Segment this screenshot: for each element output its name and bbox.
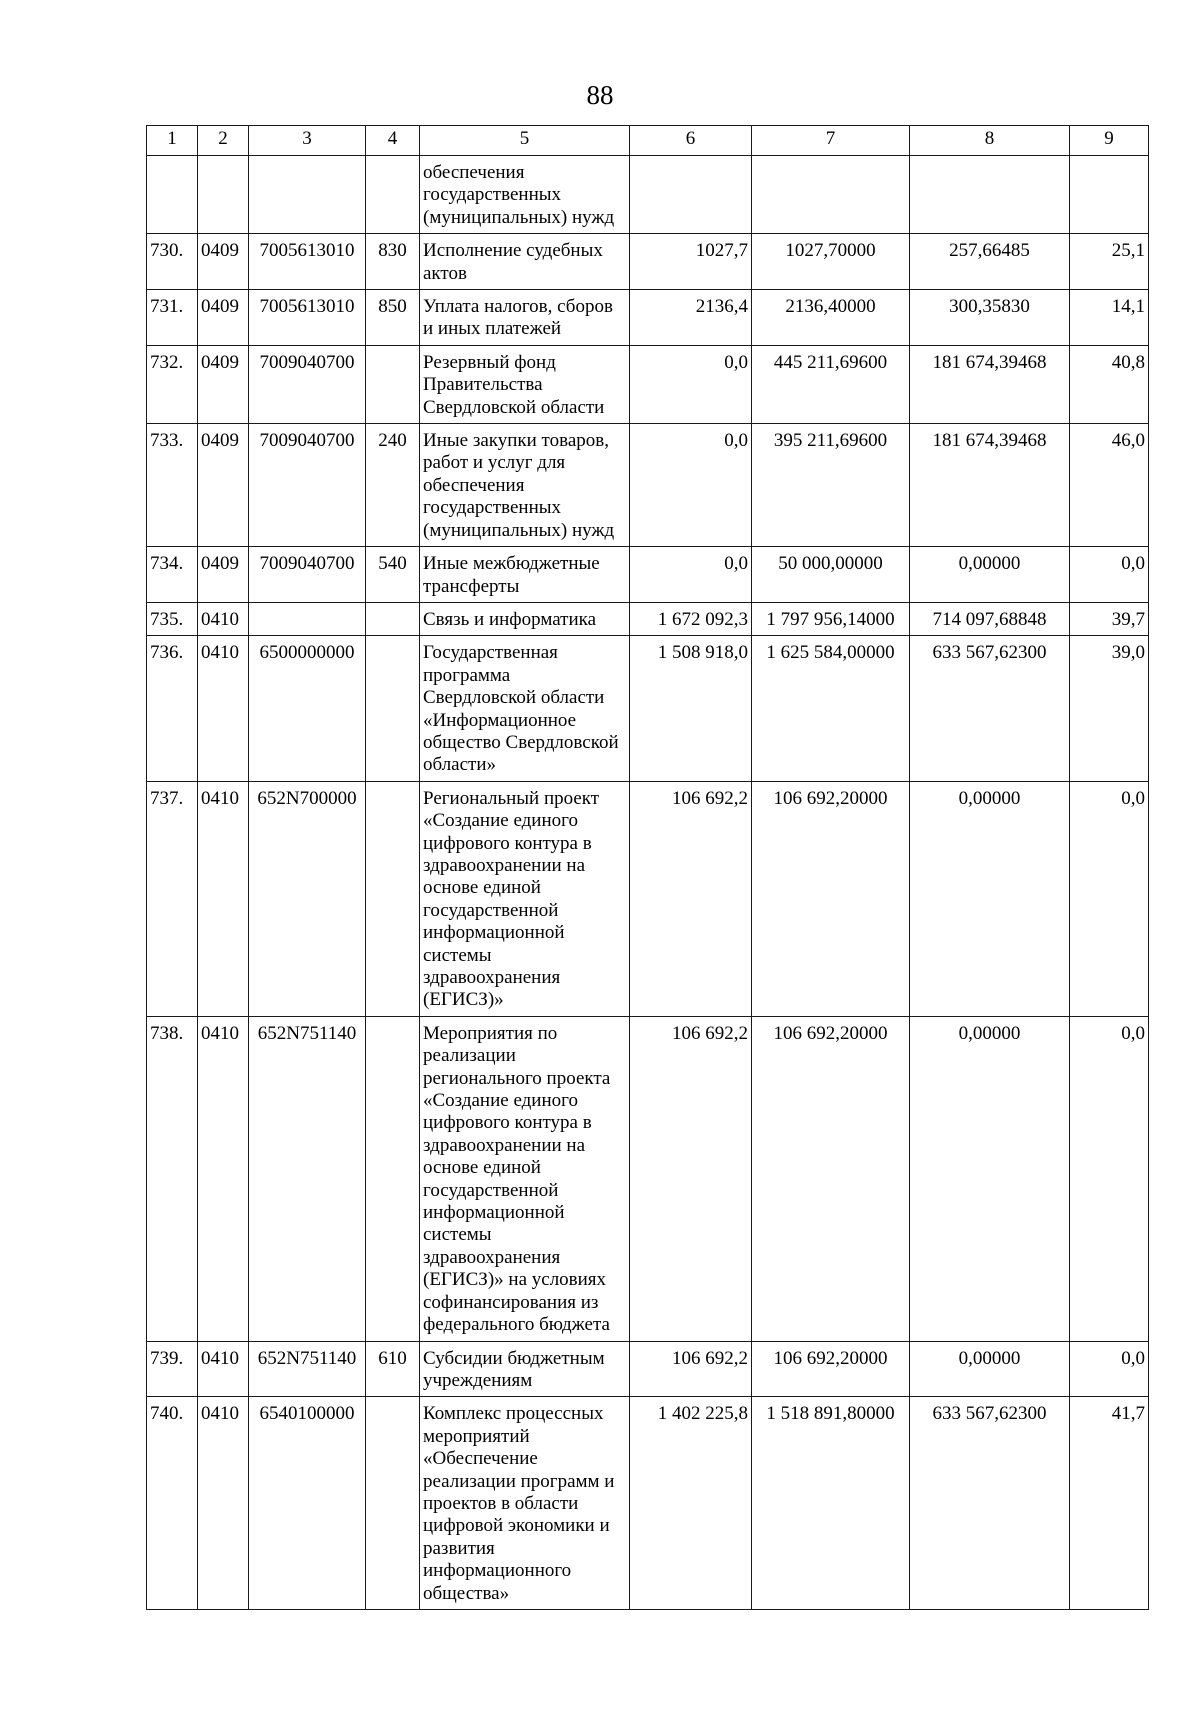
expense-type-code-cell xyxy=(366,781,420,1016)
budget-amount-cell: 50 000,00000 xyxy=(752,547,910,603)
item-name-cell: Уплата налогов, сборов и иных платежей xyxy=(420,290,630,346)
table-row xyxy=(147,424,1149,547)
expense-type-code-cell xyxy=(366,1016,420,1341)
table-row xyxy=(147,636,1149,781)
target-article-code-cell: 7009040700 xyxy=(249,547,366,603)
section-code-cell: 0410 xyxy=(198,602,249,635)
header-cell: 3 xyxy=(249,126,366,156)
execution-percent-cell: 0,0 xyxy=(1070,781,1149,1016)
execution-percent-cell: 0,0 xyxy=(1070,547,1149,603)
section-code-cell: 0410 xyxy=(198,781,249,1016)
budget-amount-cell: 1 518 891,80000 xyxy=(752,1397,910,1610)
item-name-cell: обеспечения государственных (муниципальных) нужд xyxy=(420,156,630,234)
approved-amount-cell: 106 692,2 xyxy=(630,781,752,1016)
section-code-cell: 0409 xyxy=(198,424,249,547)
row-number-cell: 736. xyxy=(147,636,198,781)
table-row xyxy=(147,345,1149,423)
header-cell: 6 xyxy=(630,126,752,156)
approved-amount-cell: 0,0 xyxy=(630,345,752,423)
target-article-code-cell: 652N700000 xyxy=(249,781,366,1016)
execution-percent-cell: 25,1 xyxy=(1070,234,1149,290)
section-code-cell: 0409 xyxy=(198,234,249,290)
budget-amount-cell: 2136,40000 xyxy=(752,290,910,346)
row-number-cell: 734. xyxy=(147,547,198,603)
approved-amount-cell: 106 692,2 xyxy=(630,1016,752,1341)
section-code-cell: 0410 xyxy=(198,636,249,781)
budget-table xyxy=(146,125,1149,1610)
header-cell: 1 xyxy=(147,126,198,156)
expense-type-code-cell xyxy=(366,345,420,423)
row-number-cell: 731. xyxy=(147,290,198,346)
budget-amount-cell: 106 692,20000 xyxy=(752,1341,910,1397)
item-name-cell: Региональный проект «Создание единого цифрового контура в здравоохранении на основе единой государственной информационной системы здравоохранения (ЕГИСЗ)» xyxy=(420,781,630,1016)
table-row xyxy=(147,156,1149,234)
table-row xyxy=(147,781,1149,1016)
table-row xyxy=(147,1016,1149,1341)
executed-amount-cell: 0,00000 xyxy=(910,547,1070,603)
execution-percent-cell: 39,0 xyxy=(1070,636,1149,781)
execution-percent-cell: 41,7 xyxy=(1070,1397,1149,1610)
item-name-cell: Иные межбюджетные трансферты xyxy=(420,547,630,603)
executed-amount-cell xyxy=(910,156,1070,234)
budget-amount-cell xyxy=(752,156,910,234)
execution-percent-cell: 0,0 xyxy=(1070,1341,1149,1397)
target-article-code-cell xyxy=(249,156,366,234)
section-code-cell xyxy=(198,156,249,234)
section-code-cell: 0409 xyxy=(198,345,249,423)
target-article-code-cell: 7005613010 xyxy=(249,290,366,346)
budget-amount-cell: 1 797 956,14000 xyxy=(752,602,910,635)
execution-percent-cell: 39,7 xyxy=(1070,602,1149,635)
item-name-cell: Исполнение судебных актов xyxy=(420,234,630,290)
executed-amount-cell: 0,00000 xyxy=(910,1016,1070,1341)
row-number-cell: 733. xyxy=(147,424,198,547)
execution-percent-cell xyxy=(1070,156,1149,234)
page-number: 88 xyxy=(586,80,614,110)
table-row xyxy=(147,1397,1149,1610)
budget-amount-cell: 106 692,20000 xyxy=(752,1016,910,1341)
row-number-cell: 740. xyxy=(147,1397,198,1610)
budget-amount-cell: 106 692,20000 xyxy=(752,781,910,1016)
target-article-code-cell: 6500000000 xyxy=(249,636,366,781)
item-name-cell: Иные закупки товаров, работ и услуг для обеспечения государственных (муниципальных) нужд xyxy=(420,424,630,547)
row-number-cell: 732. xyxy=(147,345,198,423)
budget-amount-cell: 445 211,69600 xyxy=(752,345,910,423)
executed-amount-cell: 181 674,39468 xyxy=(910,424,1070,547)
executed-amount-cell: 633 567,62300 xyxy=(910,1397,1070,1610)
item-name-cell: Резервный фонд Правительства Свердловской области xyxy=(420,345,630,423)
row-number-cell xyxy=(147,156,198,234)
section-code-cell: 0410 xyxy=(198,1016,249,1341)
header-cell: 9 xyxy=(1070,126,1149,156)
approved-amount-cell: 2136,4 xyxy=(630,290,752,346)
row-number-cell: 739. xyxy=(147,1341,198,1397)
expense-type-code-cell xyxy=(366,636,420,781)
approved-amount-cell xyxy=(630,156,752,234)
target-article-code-cell: 652N751140 xyxy=(249,1341,366,1397)
execution-percent-cell: 14,1 xyxy=(1070,290,1149,346)
expense-type-code-cell xyxy=(366,156,420,234)
item-name-cell: Связь и информатика xyxy=(420,602,630,635)
execution-percent-cell: 46,0 xyxy=(1070,424,1149,547)
row-number-cell: 737. xyxy=(147,781,198,1016)
row-number-cell: 730. xyxy=(147,234,198,290)
item-name-cell: Субсидии бюджетным учреждениям xyxy=(420,1341,630,1397)
executed-amount-cell: 714 097,68848 xyxy=(910,602,1070,635)
executed-amount-cell: 0,00000 xyxy=(910,1341,1070,1397)
approved-amount-cell: 1 672 092,3 xyxy=(630,602,752,635)
budget-amount-cell: 395 211,69600 xyxy=(752,424,910,547)
target-article-code-cell: 652N751140 xyxy=(249,1016,366,1341)
header-row xyxy=(147,126,1149,156)
execution-percent-cell: 0,0 xyxy=(1070,1016,1149,1341)
header-cell: 4 xyxy=(366,126,420,156)
approved-amount-cell: 1 508 918,0 xyxy=(630,636,752,781)
item-name-cell: Мероприятия по реализации регионального проекта «Создание единого цифрового контура в здравоохранении на основе единой государственной информационной системы здравоохранения (ЕГИСЗ)» на условиях софинансирования из федерального бюджета xyxy=(420,1016,630,1341)
table-row xyxy=(147,290,1149,346)
expense-type-code-cell: 610 xyxy=(366,1341,420,1397)
row-number-cell: 735. xyxy=(147,602,198,635)
target-article-code-cell: 7009040700 xyxy=(249,424,366,547)
target-article-code-cell: 7009040700 xyxy=(249,345,366,423)
approved-amount-cell: 0,0 xyxy=(630,547,752,603)
executed-amount-cell: 633 567,62300 xyxy=(910,636,1070,781)
approved-amount-cell: 1027,7 xyxy=(630,234,752,290)
table-row xyxy=(147,547,1149,603)
executed-amount-cell: 0,00000 xyxy=(910,781,1070,1016)
header-cell: 5 xyxy=(420,126,630,156)
section-code-cell: 0410 xyxy=(198,1397,249,1610)
executed-amount-cell: 257,66485 xyxy=(910,234,1070,290)
expense-type-code-cell xyxy=(366,1397,420,1610)
section-code-cell: 0409 xyxy=(198,290,249,346)
executed-amount-cell: 300,35830 xyxy=(910,290,1070,346)
expense-type-code-cell: 830 xyxy=(366,234,420,290)
target-article-code-cell: 6540100000 xyxy=(249,1397,366,1610)
budget-amount-cell: 1027,70000 xyxy=(752,234,910,290)
item-name-cell: Государственная программа Свердловской области «Информационное общество Свердловской области» xyxy=(420,636,630,781)
table-row xyxy=(147,234,1149,290)
executed-amount-cell: 181 674,39468 xyxy=(910,345,1070,423)
header-cell: 2 xyxy=(198,126,249,156)
expense-type-code-cell: 540 xyxy=(366,547,420,603)
approved-amount-cell: 106 692,2 xyxy=(630,1341,752,1397)
budget-amount-cell: 1 625 584,00000 xyxy=(752,636,910,781)
approved-amount-cell: 0,0 xyxy=(630,424,752,547)
target-article-code-cell: 7005613010 xyxy=(249,234,366,290)
table-row xyxy=(147,1341,1149,1397)
expense-type-code-cell: 240 xyxy=(366,424,420,547)
approved-amount-cell: 1 402 225,8 xyxy=(630,1397,752,1610)
target-article-code-cell xyxy=(249,602,366,635)
table-body xyxy=(147,126,1149,1610)
expense-type-code-cell: 850 xyxy=(366,290,420,346)
table-row xyxy=(147,602,1149,635)
item-name-cell: Комплекс процессных мероприятий «Обеспечение реализации программ и проектов в области цифровой экономики и развития информационного общества» xyxy=(420,1397,630,1610)
row-number-cell: 738. xyxy=(147,1016,198,1341)
header-cell: 8 xyxy=(910,126,1070,156)
section-code-cell: 0410 xyxy=(198,1341,249,1397)
expense-type-code-cell xyxy=(366,602,420,635)
section-code-cell: 0409 xyxy=(198,547,249,603)
execution-percent-cell: 40,8 xyxy=(1070,345,1149,423)
header-cell: 7 xyxy=(752,126,910,156)
